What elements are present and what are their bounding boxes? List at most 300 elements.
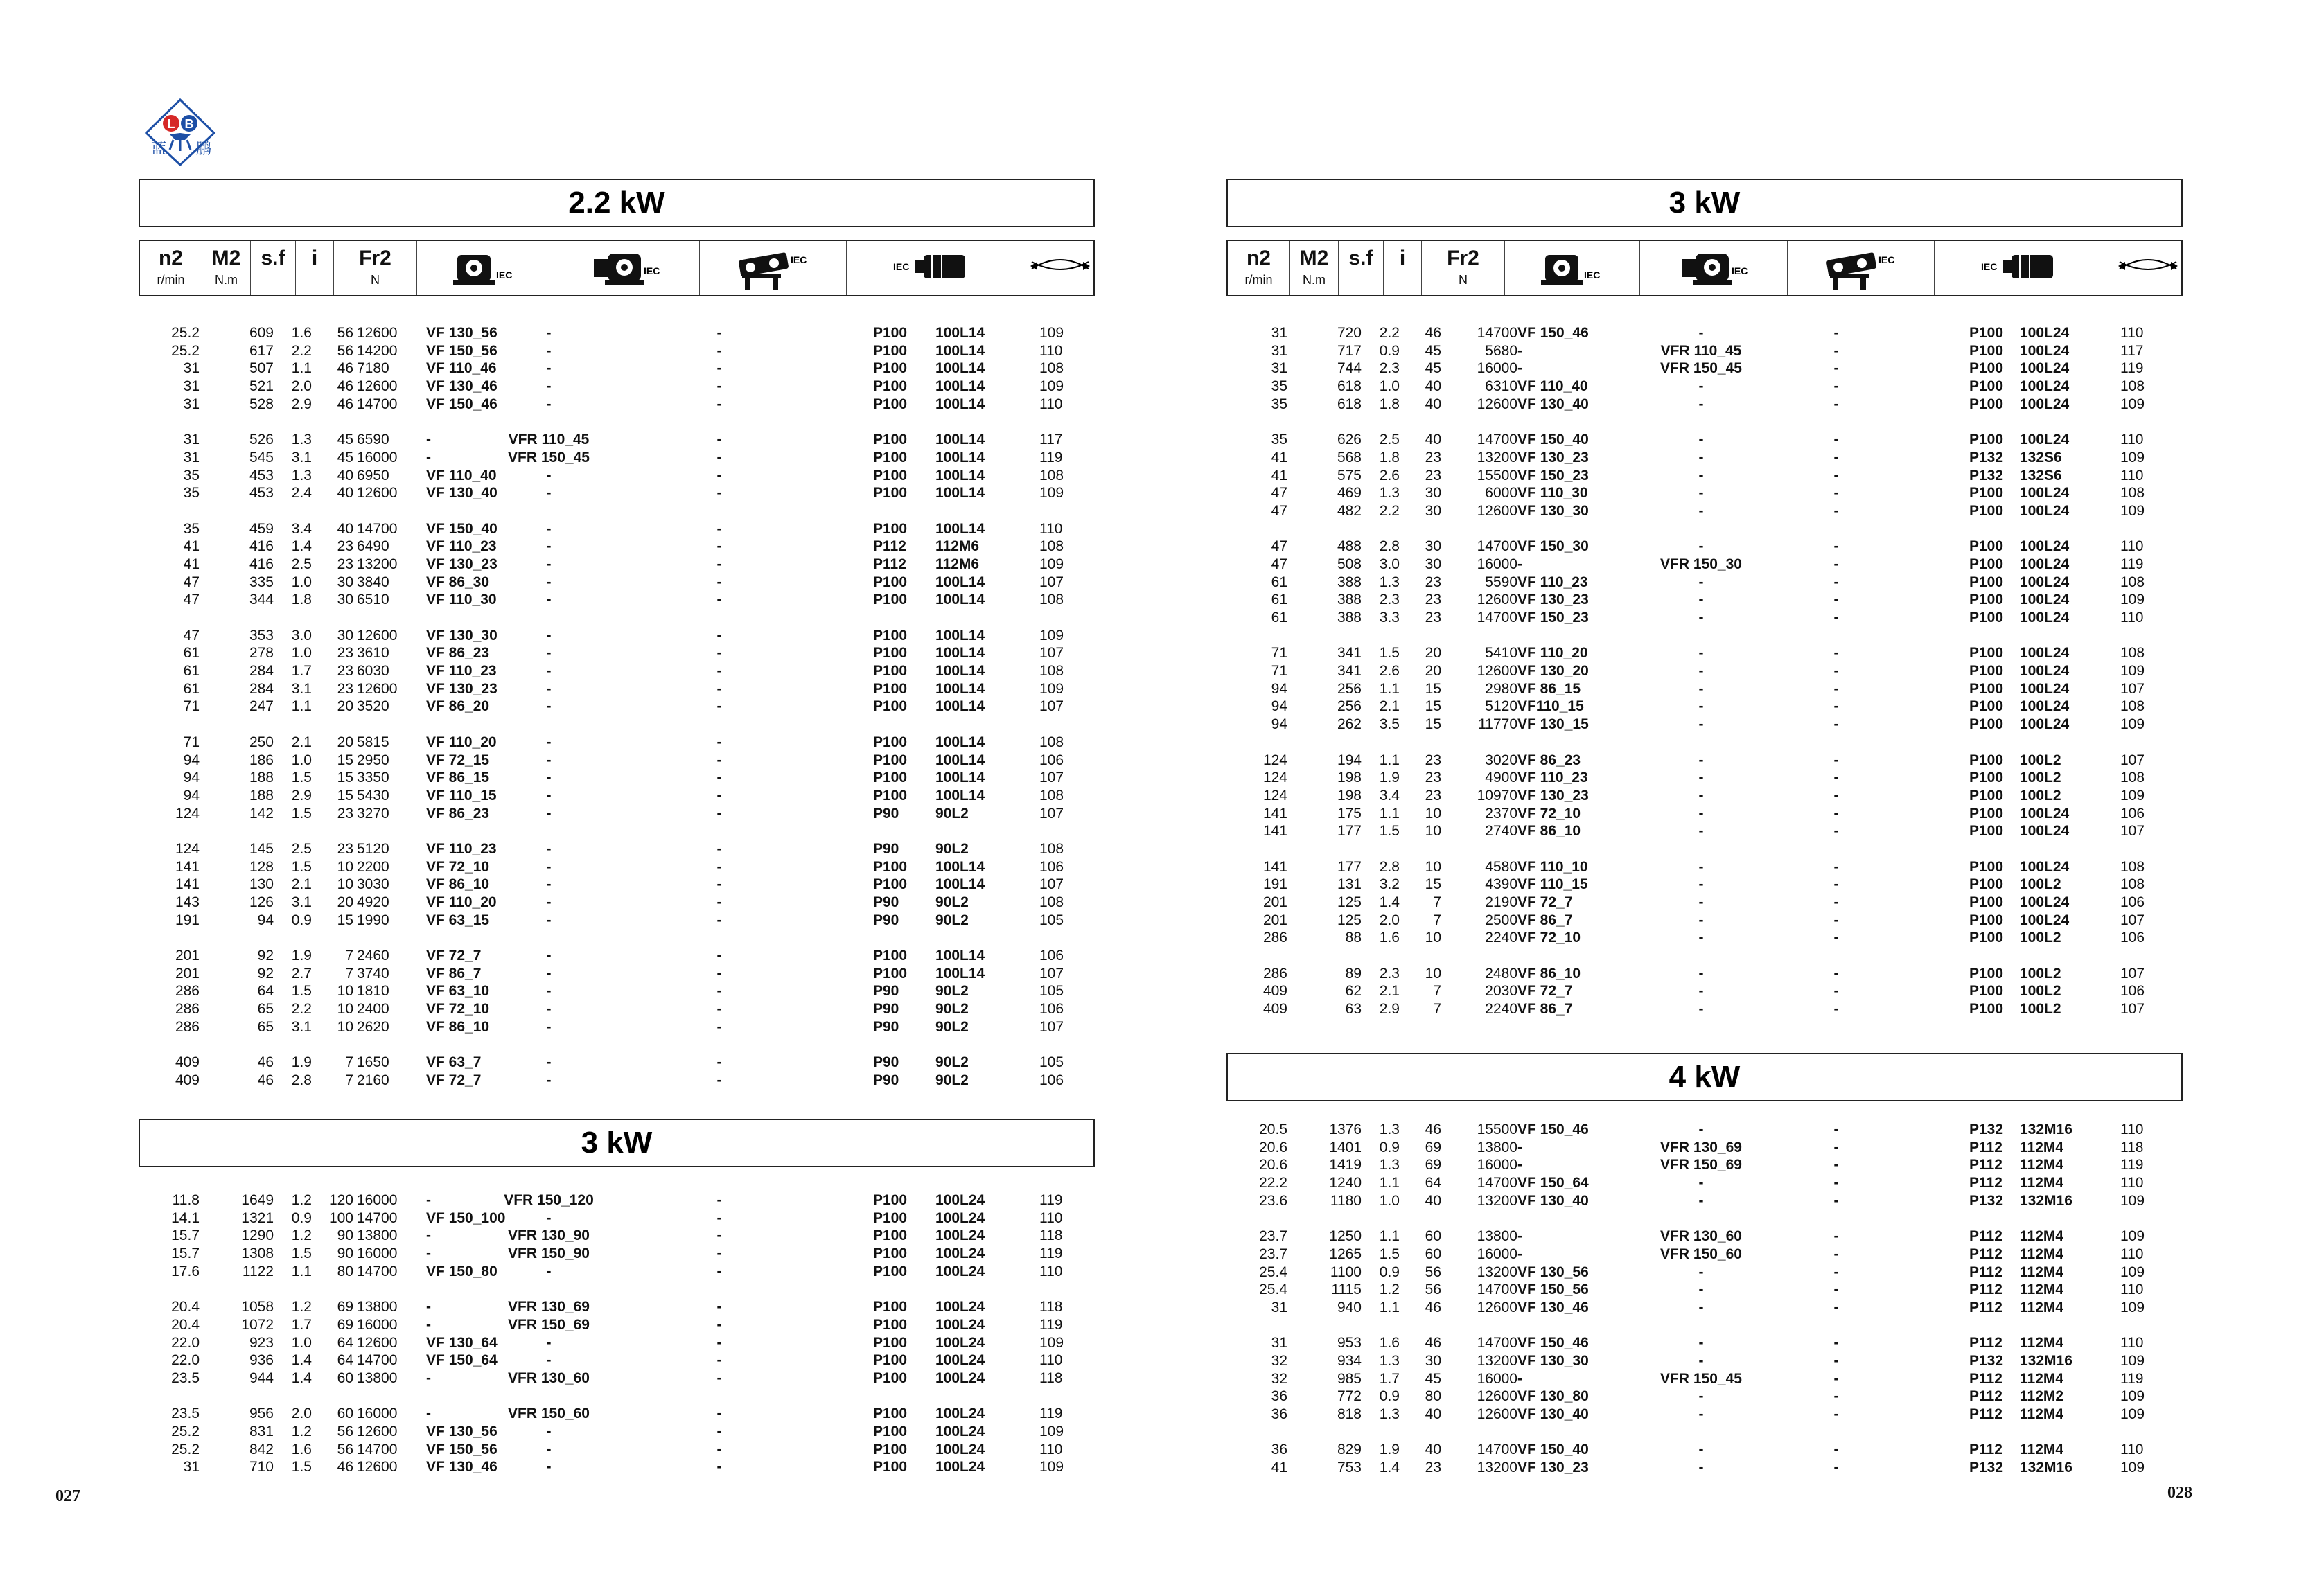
cell-parallel-model: -	[716, 698, 722, 715]
cell-ratio: 20	[337, 894, 353, 910]
cell-fr2: 3030	[357, 876, 389, 893]
cell-ratio: 7	[1433, 1001, 1441, 1018]
cell-ratio: 45	[337, 432, 353, 448]
cell-motor: 100L14	[935, 948, 985, 964]
cell-motor: 132M16	[2020, 1121, 2072, 1137]
cell-page-ref: 119	[2120, 1157, 2144, 1173]
cell-fr2: 6310	[1485, 378, 1517, 395]
cell-n2: 47	[183, 627, 200, 644]
cell-parallel-model: -	[1833, 485, 1839, 502]
cell-page-ref: 106	[1039, 1001, 1064, 1018]
cell-page-ref: 119	[1039, 1245, 1063, 1262]
cell-vfr-model: -	[1698, 1175, 1704, 1191]
cell-n2: 409	[175, 1054, 200, 1071]
cell-m2: 744	[1337, 360, 1362, 377]
cell-motor: 90L2	[935, 1018, 969, 1035]
cell-vfr-model: VFR 150_69	[1660, 1157, 1742, 1173]
cell-vfr-model: -	[546, 734, 552, 750]
cell-page-ref: 106	[2120, 894, 2145, 910]
cell-ratio: 23	[1425, 770, 1441, 786]
cell-parallel-model: -	[716, 342, 722, 359]
cell-motor: 100L24	[2020, 645, 2070, 662]
cell-flange: P100	[873, 1227, 908, 1244]
cell-sf: 2.2	[1379, 502, 1400, 519]
cell-sf: 1.1	[1379, 1228, 1400, 1245]
cell-ratio: 23	[337, 805, 353, 822]
cell-vf-model: -	[1517, 360, 1522, 377]
cell-parallel-model: -	[716, 645, 722, 662]
cell-parallel-model: -	[716, 894, 722, 910]
cell-flange: P100	[873, 1245, 908, 1262]
cell-ratio: 15	[1425, 716, 1441, 733]
cell-m2: 626	[1337, 432, 1362, 448]
cell-vfr-model: -	[1698, 805, 1704, 822]
cell-flange: P132	[1969, 1192, 2004, 1209]
cell-parallel-model: -	[1833, 1264, 1839, 1280]
header-m2	[202, 241, 251, 295]
cell-vfr-model: -	[1698, 592, 1704, 608]
cell-fr2: 13800	[357, 1227, 398, 1244]
cell-flange: P112	[1969, 1228, 2002, 1245]
cell-n2: 25.2	[171, 342, 200, 359]
cell-n2: 36	[1271, 1388, 1287, 1405]
cell-vf-model: VF 150_46	[1517, 325, 1589, 341]
cell-sf: 2.2	[291, 342, 312, 359]
cell-vf-model: VF 150_64	[426, 1352, 498, 1369]
cell-n2: 22.2	[1259, 1175, 1287, 1191]
table-row	[139, 378, 1095, 396]
cell-m2: 469	[1337, 485, 1362, 502]
cell-m2: 772	[1337, 1388, 1362, 1405]
cell-sf: 1.7	[291, 1316, 312, 1333]
cell-page-ref: 118	[1039, 1299, 1063, 1315]
cell-ratio: 30	[1425, 485, 1441, 502]
cell-flange: P90	[873, 1001, 899, 1018]
cell-flange: P112	[873, 538, 906, 555]
cell-n2: 191	[1262, 876, 1287, 893]
cell-vf-model: VF110_15	[1517, 698, 1584, 715]
svg-text:IEC: IEC	[1981, 261, 1998, 272]
cell-m2: 125	[1337, 912, 1362, 928]
cell-vf-model: -	[1517, 342, 1522, 359]
cell-ratio: 46	[1425, 1121, 1441, 1137]
cell-vfr-model: -	[1698, 378, 1704, 395]
header-sf	[251, 241, 296, 295]
cell-flange: P100	[1969, 663, 2004, 680]
cell-fr2: 2030	[1485, 983, 1517, 1000]
cell-motor: 112M4	[2020, 1245, 2064, 1262]
cell-motor: 100L24	[935, 1459, 985, 1475]
cell-vf-model: VF 86_15	[426, 770, 490, 786]
cell-ratio: 10	[1425, 930, 1441, 946]
cell-motor: 112M4	[2020, 1157, 2064, 1173]
cell-flange: P100	[873, 787, 908, 804]
cell-page-ref: 106	[1039, 948, 1064, 964]
table-row	[1226, 484, 2183, 502]
parallel-gearbox-iec-icon	[1788, 241, 1935, 295]
cell-sf: 1.4	[291, 538, 312, 555]
cell-ratio: 56	[1425, 1282, 1441, 1298]
header-sf	[1339, 241, 1384, 295]
cell-flange: P112	[1969, 1175, 2002, 1191]
cell-vf-model: VF 110_15	[426, 787, 497, 804]
cell-ratio: 30	[1425, 538, 1441, 555]
cell-parallel-model: -	[716, 1209, 722, 1226]
header-symbol: n2	[1246, 247, 1271, 269]
cell-motor: 100L24	[2020, 432, 2070, 448]
cell-vf-model: VF 86_7	[426, 965, 482, 982]
cell-sf: 1.7	[291, 663, 312, 680]
cell-m2: 46	[257, 1054, 274, 1071]
cell-fr2: 16000	[357, 449, 398, 466]
cell-ratio: 46	[337, 360, 353, 377]
cell-vf-model: -	[426, 432, 431, 448]
cell-parallel-model: -	[1833, 360, 1839, 377]
table-row	[1226, 1281, 2183, 1299]
cell-sf: 2.9	[291, 396, 312, 412]
cell-flange: P100	[873, 627, 908, 644]
cell-fr2: 16000	[1477, 556, 1517, 572]
cell-sf: 1.5	[291, 1245, 312, 1262]
cell-parallel-model: -	[1833, 1406, 1839, 1422]
header-ratio	[1384, 241, 1422, 295]
cell-vf-model: VF 150_56	[426, 342, 498, 359]
cell-ratio: 40	[1425, 1442, 1441, 1458]
cell-sf: 1.3	[1379, 1121, 1400, 1137]
cell-fr2: 3520	[357, 698, 389, 715]
cell-sf: 3.1	[291, 680, 312, 697]
table-row	[1226, 342, 2183, 360]
cell-n2: 31	[183, 432, 200, 448]
cell-n2: 32	[1271, 1370, 1287, 1387]
cell-vf-model: VF 110_23	[1517, 574, 1588, 590]
cell-parallel-model: -	[716, 770, 722, 786]
cell-sf: 1.5	[1379, 1245, 1400, 1262]
cell-m2: 46	[257, 1072, 274, 1088]
table-row	[139, 769, 1095, 787]
cell-fr2: 11770	[1478, 716, 1517, 733]
cell-flange: P90	[873, 1054, 899, 1071]
cell-parallel-model: -	[1833, 1139, 1839, 1155]
cell-motor: 100L14	[935, 858, 985, 875]
cell-fr2: 14700	[357, 1263, 398, 1279]
cell-ratio: 23	[1425, 752, 1441, 768]
cell-ratio: 23	[1425, 574, 1441, 590]
table-row	[139, 396, 1095, 414]
cell-page-ref: 110	[2120, 432, 2144, 448]
cell-parallel-model: -	[716, 325, 722, 341]
row-gap	[1226, 1209, 2183, 1227]
cell-ratio: 30	[337, 592, 353, 608]
cell-parallel-model: -	[716, 876, 722, 893]
table-row	[139, 1263, 1095, 1281]
cell-flange: P100	[1969, 805, 2004, 822]
cell-motor: 100L14	[935, 645, 985, 662]
cell-m2: 488	[1337, 538, 1362, 555]
cell-sf: 1.5	[291, 805, 312, 822]
cell-m2: 956	[249, 1406, 274, 1422]
cell-sf: 1.2	[291, 1192, 312, 1208]
cell-m2: 720	[1337, 325, 1362, 341]
svg-text:IEC: IEC	[1584, 269, 1601, 281]
cell-parallel-model: -	[716, 1459, 722, 1475]
cell-motor: 100L24	[935, 1369, 985, 1386]
cell-page-ref: 109	[1039, 378, 1064, 395]
cell-vf-model: VF 110_30	[426, 592, 497, 608]
cell-page-ref: 110	[2120, 1442, 2144, 1458]
table-row	[1226, 1174, 2183, 1192]
table-row	[139, 1405, 1095, 1423]
cell-ratio: 7	[1433, 894, 1441, 910]
row-gap	[1226, 520, 2183, 538]
cell-motor: 132S6	[2020, 467, 2062, 484]
cell-parallel-model: -	[716, 485, 722, 502]
cell-page-ref: 108	[2120, 770, 2145, 786]
cell-vf-model: VF 110_23	[426, 538, 497, 555]
cell-parallel-model: -	[716, 627, 722, 644]
cell-vf-model: VF 150_40	[1517, 1442, 1589, 1458]
cell-n2: 36	[1271, 1442, 1287, 1458]
cell-fr2: 13800	[357, 1369, 398, 1386]
cell-n2: 31	[1271, 360, 1287, 377]
cell-n2: 41	[183, 538, 200, 555]
cell-n2: 47	[183, 592, 200, 608]
cell-parallel-model: -	[716, 1263, 722, 1279]
cell-flange: P90	[873, 805, 899, 822]
cell-flange: P100	[873, 698, 908, 715]
cell-motor: 112M6	[935, 556, 980, 572]
cell-parallel-model: -	[1833, 645, 1839, 662]
cell-parallel-model: -	[716, 1192, 722, 1208]
cell-n2: 47	[183, 574, 200, 590]
cell-fr2: 3740	[357, 965, 389, 982]
cell-page-ref: 106	[2120, 983, 2145, 1000]
cell-fr2: 14700	[1477, 1175, 1517, 1191]
cell-m2: 335	[249, 574, 274, 590]
cell-vf-model: VF 72_10	[1517, 930, 1581, 946]
cell-m2: 545	[249, 449, 274, 466]
cell-sf: 0.9	[1379, 1139, 1400, 1155]
cell-ratio: 30	[1425, 1352, 1441, 1369]
cell-ratio: 10	[1425, 823, 1441, 840]
cell-m2: 341	[1337, 645, 1362, 662]
cell-flange: P100	[1969, 965, 2004, 982]
cell-n2: 35	[1271, 378, 1287, 395]
cell-vfr-model: VFR 150_60	[508, 1406, 590, 1422]
cell-vfr-model: -	[1698, 858, 1704, 875]
cell-sf: 1.3	[291, 432, 312, 448]
cell-fr2: 16000	[357, 1245, 398, 1262]
cell-parallel-model: -	[1833, 610, 1839, 626]
cell-motor: 100L2	[2020, 983, 2061, 1000]
table-row	[139, 1298, 1095, 1316]
cell-motor: 90L2	[935, 805, 969, 822]
cell-parallel-model: -	[1833, 680, 1839, 697]
cell-n2: 31	[1271, 1299, 1287, 1315]
cell-m2: 175	[1337, 805, 1362, 822]
cell-sf: 2.8	[1379, 858, 1400, 875]
table-row	[1226, 591, 2183, 609]
cell-n2: 61	[183, 680, 200, 697]
cell-vf-model: -	[1517, 1245, 1522, 1262]
cell-m2: 278	[249, 645, 274, 662]
cell-vfr-model: -	[546, 680, 552, 697]
cell-page-ref: 110	[2120, 1245, 2144, 1262]
cell-vfr-model: -	[1698, 610, 1704, 626]
cell-m2: 575	[1337, 467, 1362, 484]
cell-n2: 61	[1271, 574, 1287, 590]
cell-ratio: 7	[345, 1072, 353, 1088]
cell-fr2: 5680	[1485, 342, 1517, 359]
cell-flange: P100	[1969, 574, 2004, 590]
cell-flange: P100	[873, 1459, 908, 1475]
cell-page-ref: 118	[1039, 1369, 1063, 1386]
cell-flange: P100	[1969, 556, 2004, 572]
cell-m2: 944	[249, 1369, 274, 1386]
table-row	[1226, 324, 2183, 342]
row-gap	[139, 413, 1095, 431]
table-row	[139, 1351, 1095, 1369]
cell-sf: 1.9	[1379, 770, 1400, 786]
cell-ratio: 80	[1425, 1388, 1441, 1405]
cell-page-ref: 109	[2120, 592, 2145, 608]
table-row	[1226, 1352, 2183, 1370]
header-symbol: i	[1399, 247, 1406, 269]
cell-flange: P100	[873, 663, 908, 680]
cell-m2: 247	[249, 698, 274, 715]
cell-sf: 1.5	[291, 1459, 312, 1475]
cell-m2: 829	[1337, 1442, 1362, 1458]
cell-page-ref: 105	[1039, 912, 1064, 928]
cell-m2: 89	[1345, 965, 1362, 982]
cell-vf-model: VF 110_20	[426, 734, 497, 750]
cell-vf-model: VF 110_23	[426, 840, 497, 857]
table-row	[1226, 1156, 2183, 1174]
cell-m2: 353	[249, 627, 274, 644]
cell-vf-model: VF 110_30	[1517, 485, 1588, 502]
cell-m2: 985	[1337, 1370, 1362, 1387]
cell-n2: 61	[1271, 592, 1287, 608]
cell-ratio: 23	[337, 645, 353, 662]
cell-parallel-model: -	[1833, 823, 1839, 840]
logo-text: 蓝 鹏	[151, 141, 224, 158]
cell-sf: 2.4	[291, 485, 312, 502]
table-row	[139, 947, 1095, 965]
table-row	[1226, 431, 2183, 449]
cell-m2: 831	[249, 1423, 274, 1439]
row-gap	[139, 929, 1095, 947]
cell-fr2: 5590	[1485, 574, 1517, 590]
cell-vf-model: VF 110_40	[1517, 378, 1588, 395]
cell-sf: 0.9	[291, 1209, 312, 1226]
table-row	[1226, 769, 2183, 787]
cell-sf: 1.2	[291, 1423, 312, 1439]
cell-motor: 100L24	[2020, 894, 2070, 910]
cell-fr2: 13200	[1477, 1192, 1517, 1209]
cell-vfr-model: -	[546, 876, 552, 893]
cell-ratio: 56	[337, 1423, 353, 1439]
cell-motor: 112M4	[2020, 1442, 2064, 1458]
cell-fr2: 13800	[357, 1299, 398, 1315]
cell-motor: 132M16	[2020, 1352, 2072, 1369]
cell-page-ref: 107	[1039, 645, 1064, 662]
cell-ratio: 10	[337, 858, 353, 875]
cell-sf: 2.6	[1379, 663, 1400, 680]
cell-vf-model: VF 150_46	[1517, 1121, 1589, 1137]
header-n2	[1228, 241, 1290, 295]
cell-sf: 1.9	[291, 1054, 312, 1071]
cell-page-ref: 109	[2120, 502, 2145, 519]
cell-vf-model: VF 72_10	[426, 1001, 490, 1018]
cell-flange: P100	[1969, 1001, 2004, 1018]
cell-sf: 2.8	[291, 1072, 312, 1088]
table-body-2	[1226, 324, 2183, 1018]
header-symbol: i	[311, 247, 318, 269]
cell-n2: 124	[1262, 752, 1287, 768]
cell-fr2: 16000	[357, 1192, 398, 1208]
cell-sf: 1.2	[291, 1299, 312, 1315]
cell-vf-model: VF 110_23	[1517, 770, 1588, 786]
cell-m2: 1250	[1329, 1228, 1362, 1245]
cell-fr2: 16000	[357, 1406, 398, 1422]
cell-vf-model: VF 110_40	[426, 467, 497, 484]
cell-page-ref: 106	[2120, 930, 2145, 946]
cell-flange: P100	[1969, 930, 2004, 946]
table-row	[139, 1316, 1095, 1334]
cell-vfr-model: VFR 150_30	[1660, 556, 1742, 572]
cell-m2: 344	[249, 592, 274, 608]
cell-page-ref: 107	[1039, 770, 1064, 786]
table-row	[1226, 752, 2183, 770]
cell-vfr-model: -	[546, 538, 552, 555]
cell-motor: 100L14	[935, 592, 985, 608]
cell-n2: 35	[183, 520, 200, 537]
cell-flange: P100	[1969, 432, 2004, 448]
cell-vfr-model: -	[1698, 467, 1704, 484]
cell-n2: 61	[1271, 610, 1287, 626]
cell-n2: 124	[1262, 770, 1287, 786]
table-row	[139, 1334, 1095, 1352]
cell-page-ref: 107	[1039, 965, 1064, 982]
cell-page-ref: 109	[1039, 325, 1064, 341]
cell-fr2: 2740	[1485, 823, 1517, 840]
cell-page-ref: 119	[1039, 1316, 1063, 1333]
cell-ratio: 30	[337, 574, 353, 590]
cell-m2: 341	[1337, 663, 1362, 680]
motor-iec-icon	[1981, 249, 2064, 287]
cell-page-ref: 109	[2120, 1299, 2145, 1315]
cell-ratio: 56	[337, 325, 353, 341]
vfr-gearbox-iec-icon	[1679, 249, 1748, 290]
cell-vfr-model: -	[1698, 396, 1704, 412]
cell-vf-model: VF 130_30	[1517, 502, 1589, 519]
table-row	[139, 698, 1095, 716]
svg-text:IEC: IEC	[1732, 265, 1748, 276]
cell-motor: 100L14	[935, 432, 985, 448]
page-number-left: 027	[55, 1487, 80, 1505]
cell-vf-model: VF 86_10	[1517, 965, 1581, 982]
cell-page-ref: 109	[2120, 1192, 2145, 1209]
cell-motor: 100L14	[935, 787, 985, 804]
cell-motor: 90L2	[935, 912, 969, 928]
cell-m2: 953	[1337, 1335, 1362, 1351]
cell-vfr-model: -	[546, 360, 552, 377]
cell-vfr-model: -	[1698, 1352, 1704, 1369]
cell-page-ref: 118	[1039, 1227, 1063, 1244]
table-row	[1226, 680, 2183, 698]
cell-fr2: 6950	[357, 467, 389, 484]
cell-vf-model: VF 150_64	[1517, 1175, 1589, 1191]
